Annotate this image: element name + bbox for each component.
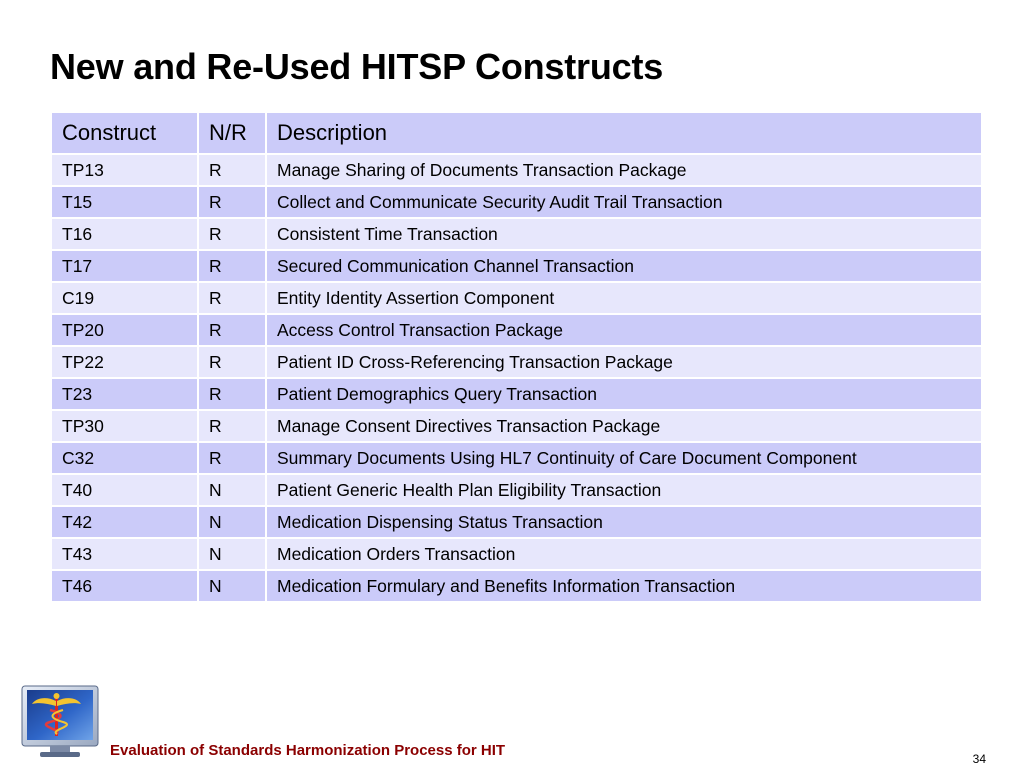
nr-cell: R — [198, 314, 266, 346]
column-header-construct: Construct — [51, 112, 198, 154]
table-row — [51, 506, 982, 538]
construct-cell: T42 — [51, 506, 198, 538]
page-number: 34 — [972, 752, 986, 766]
description-cell: Patient ID Cross-Referencing Transaction Package — [266, 346, 982, 378]
construct-cell: T23 — [51, 378, 198, 410]
table-row — [51, 570, 982, 602]
table-row — [51, 410, 982, 442]
description-cell: Collect and Communicate Security Audit Trail Transaction — [266, 186, 982, 218]
nr-cell: N — [198, 570, 266, 602]
construct-cell: TP13 — [51, 154, 198, 186]
nr-cell: R — [198, 346, 266, 378]
table-row — [51, 378, 982, 410]
table-row — [51, 186, 982, 218]
construct-cell: C32 — [51, 442, 198, 474]
construct-cell: T17 — [51, 250, 198, 282]
table-row — [51, 282, 982, 314]
construct-cell: T43 — [51, 538, 198, 570]
column-header-nr: N/R — [198, 112, 266, 154]
table-row — [51, 250, 982, 282]
description-cell: Access Control Transaction Package — [266, 314, 982, 346]
nr-cell: N — [198, 538, 266, 570]
nr-cell: R — [198, 442, 266, 474]
nr-cell: R — [198, 410, 266, 442]
construct-cell: T40 — [51, 474, 198, 506]
table-row — [51, 538, 982, 570]
construct-cell: T16 — [51, 218, 198, 250]
nr-cell: R — [198, 282, 266, 314]
construct-cell: TP22 — [51, 346, 198, 378]
description-cell: Manage Consent Directives Transaction Package — [266, 410, 982, 442]
description-cell: Medication Formulary and Benefits Information Transaction — [266, 570, 982, 602]
constructs-table — [50, 111, 983, 603]
description-cell: Entity Identity Assertion Component — [266, 282, 982, 314]
description-cell: Summary Documents Using HL7 Continuity of Care Document Component — [266, 442, 982, 474]
nr-cell: R — [198, 218, 266, 250]
construct-cell: T15 — [51, 186, 198, 218]
description-cell: Patient Demographics Query Transaction — [266, 378, 982, 410]
description-cell: Medication Orders Transaction — [266, 538, 982, 570]
table-row — [51, 314, 982, 346]
column-header-description: Description — [266, 112, 982, 154]
footer-text: Evaluation of Standards Harmonization Process for HIT — [110, 742, 506, 759]
nr-cell: R — [198, 378, 266, 410]
hit-monitor-logo-icon — [20, 684, 100, 760]
description-cell: Patient Generic Health Plan Eligibility Transaction — [266, 474, 982, 506]
nr-cell: R — [198, 154, 266, 186]
description-cell: Medication Dispensing Status Transaction — [266, 506, 982, 538]
table-header-row — [51, 112, 982, 154]
table-row — [51, 442, 982, 474]
construct-cell: T46 — [51, 570, 198, 602]
table-row — [51, 218, 982, 250]
table-row — [51, 346, 982, 378]
description-cell: Secured Communication Channel Transaction — [266, 250, 982, 282]
table-row — [51, 474, 982, 506]
description-cell: Consistent Time Transaction — [266, 218, 982, 250]
table-row — [51, 154, 982, 186]
nr-cell: R — [198, 250, 266, 282]
description-cell: Manage Sharing of Documents Transaction Package — [266, 154, 982, 186]
construct-cell: TP30 — [51, 410, 198, 442]
construct-cell: TP20 — [51, 314, 198, 346]
nr-cell: N — [198, 474, 266, 506]
nr-cell: R — [198, 186, 266, 218]
construct-cell: C19 — [51, 282, 198, 314]
nr-cell: N — [198, 506, 266, 538]
slide-title: New and Re-Used HITSP Constructs — [50, 46, 664, 87]
